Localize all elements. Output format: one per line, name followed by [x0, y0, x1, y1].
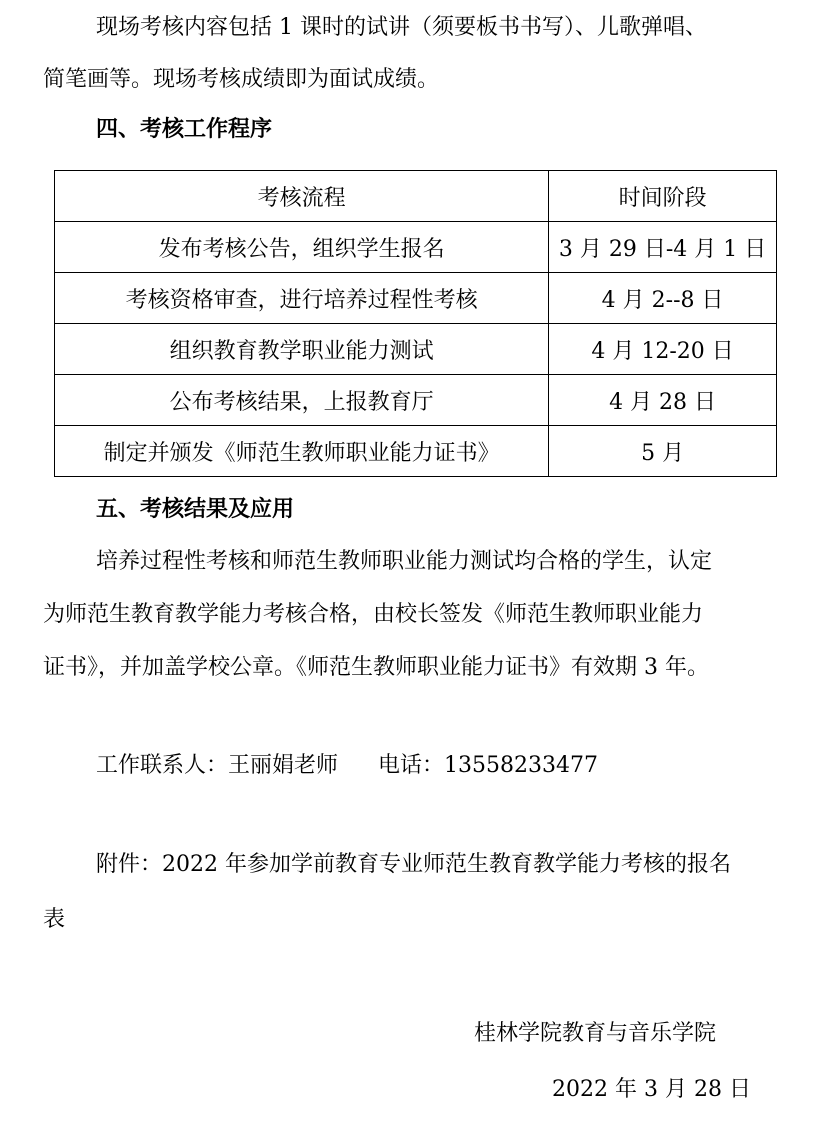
procedure-table	[54, 170, 777, 477]
attachment-line1: 附件：2022 年参加学前教育专业师范生教育教学能力考核的报名	[96, 852, 731, 877]
section-heading-procedure: 四、考核工作程序	[96, 117, 273, 142]
table-header-time: 时间阶段	[549, 171, 777, 222]
contact-line	[96, 752, 598, 780]
table-cell-time: 4 月 2--8 日	[549, 273, 777, 324]
table-cell-process: 公布考核结果，上报教育厅	[55, 375, 549, 426]
contact-person: 工作联系人：王丽娟老师	[96, 753, 339, 778]
table-row	[55, 222, 777, 273]
table-row	[55, 426, 777, 477]
contact-phone: 电话：13558233477	[378, 753, 598, 778]
paragraph-exam-content-line2: 简笔画等。现场考核成绩即为面试成绩。	[43, 67, 440, 92]
table-row	[55, 324, 777, 375]
table-cell-time: 5 月	[549, 426, 777, 477]
table-cell-time: 3 月 29 日-4 月 1 日	[549, 222, 777, 273]
table-cell-process: 组织教育教学职业能力测试	[55, 324, 549, 375]
table-cell-process: 制定并颁发《师范生教师职业能力证书》	[55, 426, 549, 477]
table-cell-process: 发布考核公告，组织学生报名	[55, 222, 549, 273]
table-cell-time: 4 月 28 日	[549, 375, 777, 426]
table-cell-time: 4 月 12-20 日	[549, 324, 777, 375]
signature-date: 2022 年 3 月 28 日	[552, 1077, 751, 1102]
paragraph-results-line1: 培养过程性考核和师范生教师职业能力测试均合格的学生，认定	[96, 549, 713, 574]
table-header-process: 考核流程	[55, 171, 549, 222]
attachment-line2: 表	[43, 907, 66, 932]
signature-organization: 桂林学院教育与音乐学院	[474, 1021, 717, 1046]
table-cell-process: 考核资格审查，进行培养过程性考核	[55, 273, 549, 324]
paragraph-results-line2: 为师范生教育教学能力考核合格，由校长签发《师范生教师职业能力	[43, 602, 704, 627]
section-heading-results: 五、考核结果及应用	[96, 497, 295, 522]
table-row	[55, 375, 777, 426]
table-header-row	[55, 171, 777, 222]
paragraph-exam-content-line1: 现场考核内容包括 1 课时的试讲（须要板书书写）、儿歌弹唱、	[96, 15, 707, 40]
table-row	[55, 273, 777, 324]
paragraph-results-line3: 证书》，并加盖学校公章。《师范生教师职业能力证书》有效期 3 年。	[43, 655, 709, 680]
